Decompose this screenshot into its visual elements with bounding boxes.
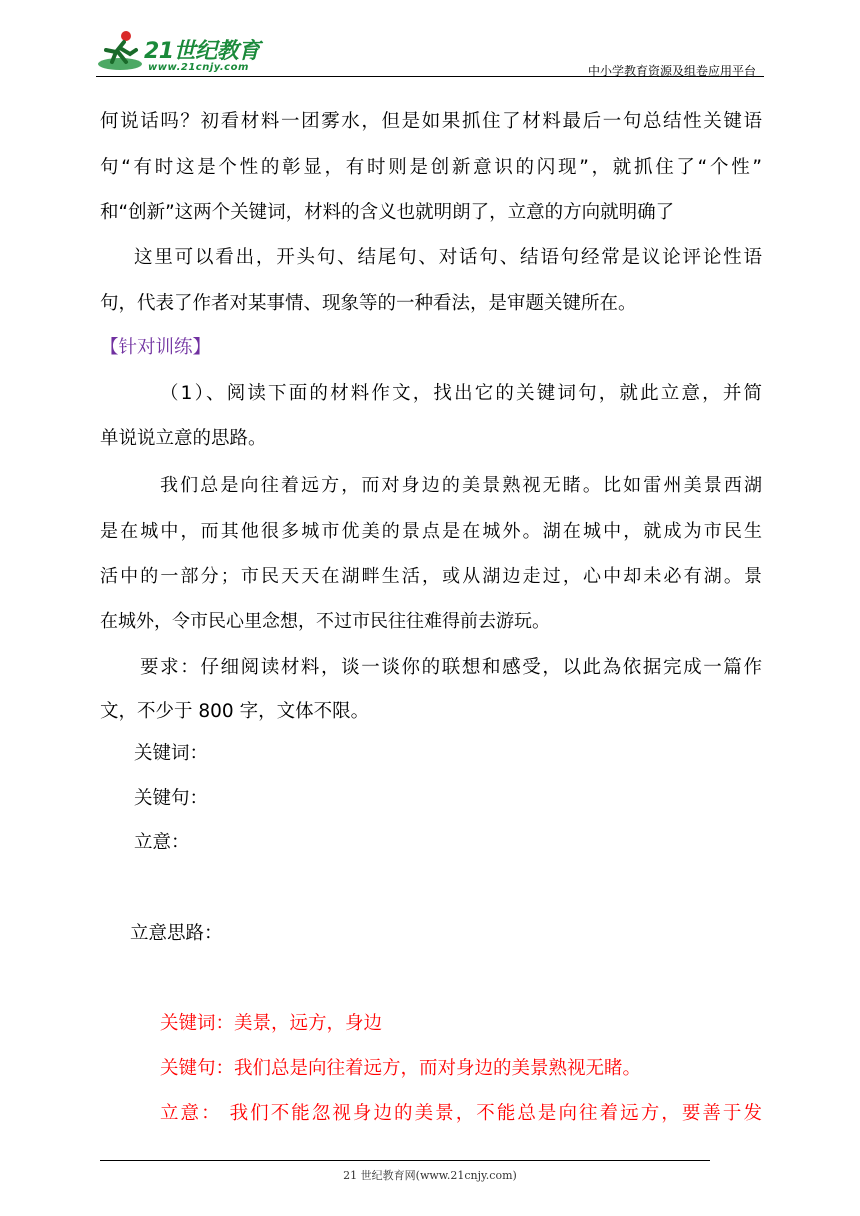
paragraph-line: 句，代表了作者对某事情、现象等的一种看法，是审题关键所在。 — [100, 293, 637, 314]
silu-blank-label: 立意思路： — [130, 923, 223, 944]
footer-divider — [100, 1160, 710, 1161]
lizhi-blank-label: 立意： — [134, 832, 190, 853]
answer-lizhi: 立意： 我们不能忽视身边的美景，不能总是向往着远方，要善于发 — [160, 1103, 762, 1124]
material-line: 在城外，令市民心里念想，不过市民往往难得前去游玩。 — [100, 611, 550, 632]
logo-text: 21世纪教育 — [144, 39, 260, 64]
site-logo — [96, 28, 266, 76]
logo-url-text: www.21cnjy.com — [148, 62, 249, 73]
runner-logo-icon — [96, 28, 146, 74]
page-header — [96, 28, 760, 80]
material-line: 我们总是向往着远方，而对身边的美景熟视无睹。比如雷州美景西湖 — [160, 475, 762, 496]
requirement-line: 要求：仔细阅读材料，谈一谈你的联想和感受，以此為依据完成一篇作 — [140, 657, 762, 678]
keyword-blank-label: 关键词： — [134, 743, 209, 764]
material-line: 活中的一部分；市民天天在湖畔生活，或从湖边走过，心中却未必有湖。景 — [100, 566, 762, 587]
paragraph-line: 何说话吗？初看材料一团雾水，但是如果抓住了材料最后一句总结性关键语 — [100, 111, 762, 132]
paragraph-line: 句“有时这是个性的彰显，有时则是创新意识的闪现”，就抓住了“个性” — [100, 157, 762, 178]
section-title: 【针对训练】 — [100, 337, 212, 358]
keysentence-blank-label: 关键句： — [134, 788, 209, 809]
answer-keyword: 关键词：美景，远方，身边 — [160, 1013, 383, 1034]
material-line: 是在城中，而其他很多城市优美的景点是在城外。湖在城中，就成为市民生 — [100, 521, 762, 542]
page-footer: 21 世纪教育网(www.21cnjy.com) — [343, 1169, 517, 1182]
paragraph-line: 这里可以看出，开头句、结尾句、对话句、结语句经常是议论评论性语 — [134, 247, 762, 268]
header-divider — [96, 76, 764, 77]
requirement-line: 文，不少于 800 字，文体不限。 — [100, 701, 370, 722]
platform-tagline: 中小学教育资源及组卷应用平台 — [587, 64, 756, 78]
answer-keysentence: 关键句：我们总是向往着远方，而对身边的美景熟视无睹。 — [160, 1058, 642, 1079]
question-line: 单说说立意的思路。 — [100, 428, 267, 449]
question-line: （1）、阅读下面的材料作文，找出它的关键词句，就此立意，并简 — [160, 383, 762, 404]
paragraph-line: 和“创新”这两个关键词，材料的含义也就明朗了，立意的方向就明确了 — [100, 202, 675, 223]
